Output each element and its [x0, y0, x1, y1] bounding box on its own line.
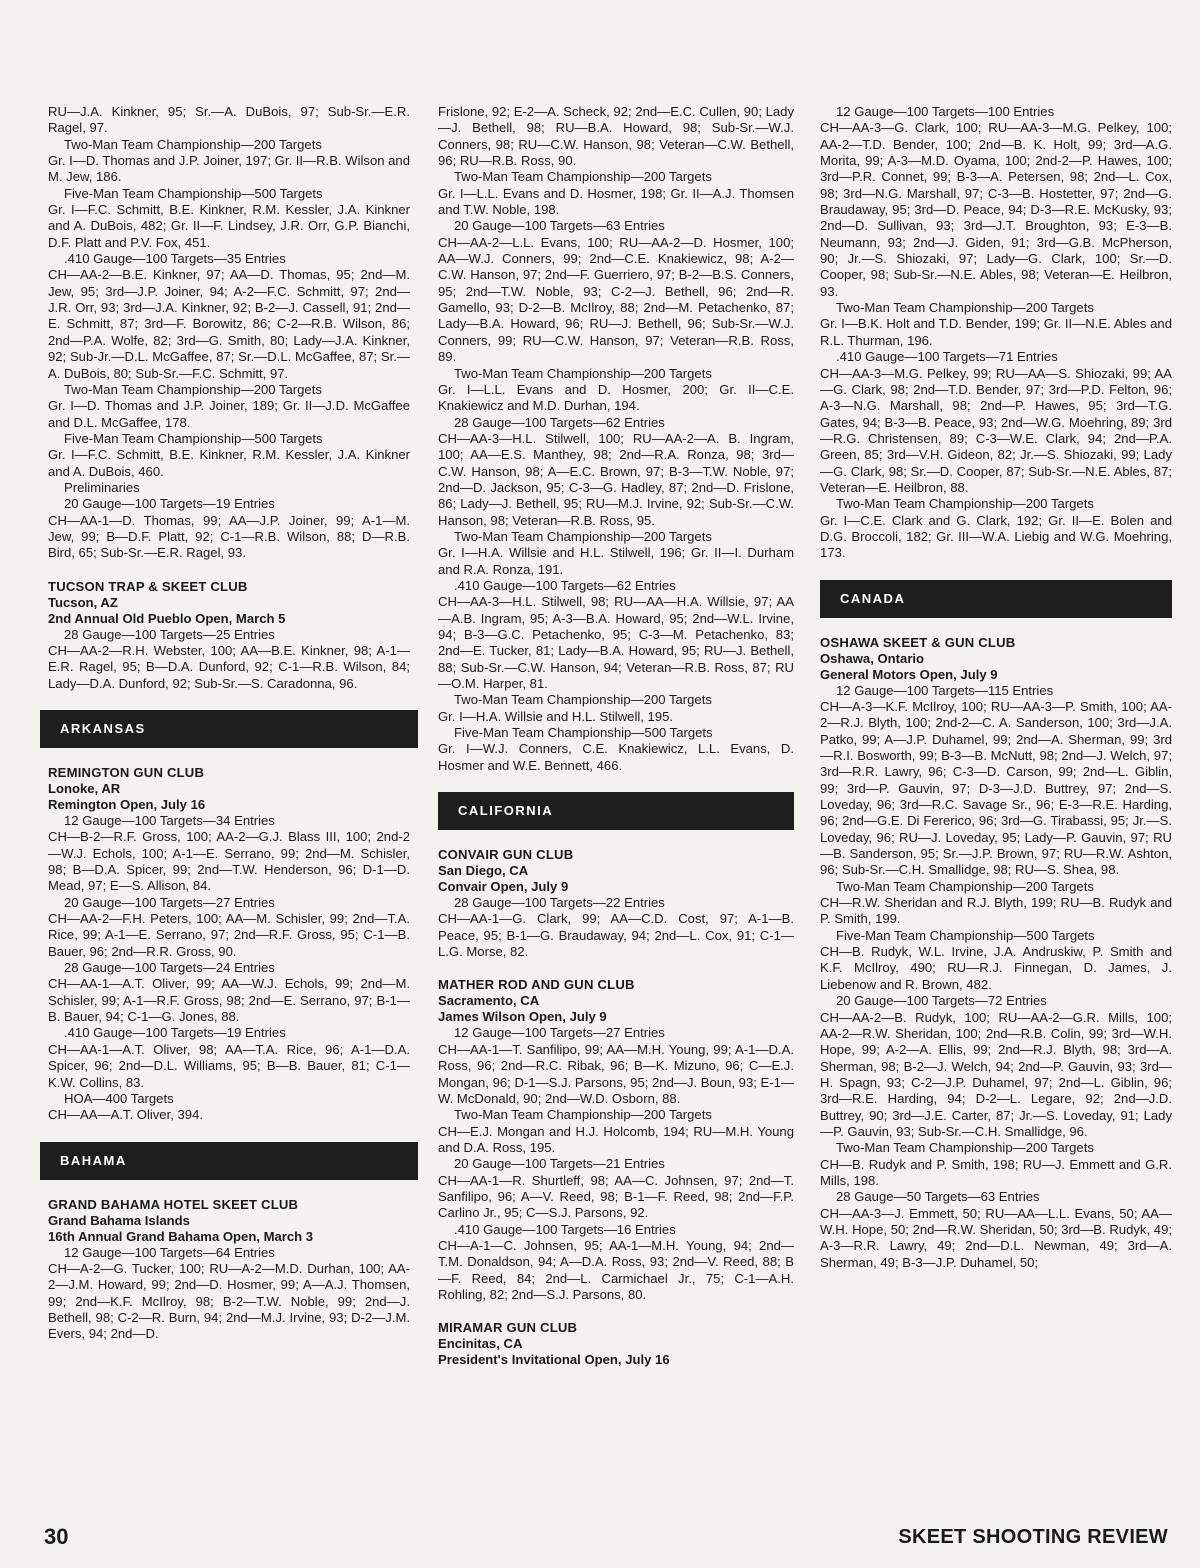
results-paragraph: RU—J.A. Kinkner, 95; Sr.—A. DuBois, 97; Sub-Sr.—E.R. Ragel, 97. [48, 104, 410, 136]
results-paragraph: CH—AA-2—B.E. Kinkner, 97; AA—D. Thomas, 95; 2nd—M. Jew, 95; 3rd—J.P. Joiner, 94; A-2—F.C. Schmitt, 97; 2nd—J.R. Orr, 93; 3rd—J.A. Kinkner, 92; B-2—J. Cassell, 91; 2nd—E. Schmitt, 87; 3rd—F. Borowitz, 86; C-2—R.B. Wilson, 86; 2nd—P.A. Wolfe, 82; 3rd—G. Smith, 80; Lady—J.A. Kinkner, 92; Sub-Jr.—D.L. McGaffee, 87; Sr.—D.L. McGaffee, 87; Sr.—A. DuBois, 80; Sub-Sr.—F.C. Schmitt, 97. [48, 267, 410, 381]
event-title: Convair Open, July 9 [438, 879, 569, 895]
results-paragraph: CH—AA-1—R. Shurtleff, 98; AA—C. Johnsen, 97; 2nd—T. Sanfilipo, 96; A—V. Reed, 98; B-1—F. Reed, 98; 2nd—F.P. Carlino Jr., 95; C—S.J. Parsons, 92. [438, 1172, 794, 1221]
event-heading: 12 Gauge—100 Targets—27 Entries [454, 1025, 665, 1041]
results-paragraph: Gr. I—F.C. Schmitt, B.E. Kinkner, R.M. Kessler, J.A. Kinkner and A. DuBois, 460. [48, 447, 410, 479]
results-paragraph: Gr. I—B.K. Holt and T.D. Bender, 199; Gr. II—N.E. Ables and R.L. Thurman, 196. [820, 316, 1172, 348]
club-name: GRAND BAHAMA HOTEL SKEET CLUB [48, 1196, 299, 1212]
event-heading: Two-Man Team Championship—200 Targets [454, 528, 712, 544]
event-title: 2nd Annual Old Pueblo Open, March 5 [48, 610, 286, 626]
club-header [48, 579, 410, 627]
event-heading: Two-Man Team Championship—200 Targets [836, 496, 1094, 512]
event-heading: 12 Gauge—100 Targets—115 Entries [836, 682, 1054, 698]
club-location: Oshawa, Ontario [820, 650, 925, 666]
state-banner: BAHAMA [40, 1142, 418, 1180]
event-heading: 28 Gauge—50 Targets—63 Entries [836, 1189, 1040, 1205]
event-heading: 20 Gauge—100 Targets—63 Entries [454, 218, 665, 234]
event-heading: Two-Man Team Championship—200 Targets [836, 878, 1094, 894]
results-paragraph: Gr. I—H.A. Willsie and H.L. Stilwell, 195. [438, 708, 674, 724]
club-location: Tucson, AZ [48, 594, 118, 610]
event-heading: Five-Man Team Championship—500 Targets [64, 185, 323, 201]
results-paragraph: Gr. I—F.C. Schmitt, B.E. Kinkner, R.M. Kessler, J.A. Kinkner and A. DuBois, 482; Gr. II—F. Lindsey, J.R. Orr, G.P. Bianchi, D.F. Platt and P.V. Fox, 451. [48, 202, 410, 250]
club-header [48, 765, 410, 813]
event-heading: Five-Man Team Championship—500 Targets [454, 725, 713, 741]
results-paragraph: Gr. I—C.E. Clark and G. Clark, 192; Gr. II—E. Bolen and D.G. Broccoli, 182; Gr. III—W.A. Liebig and W.G. Moehring, 173. [820, 512, 1172, 561]
results-paragraph: Gr. I—D. Thomas and J.P. Joiner, 197; Gr. II—R.B. Wilson and M. Jew, 186. [48, 153, 410, 185]
club-location: Grand Bahama Islands [48, 1212, 190, 1228]
event-heading: .410 Gauge—100 Targets—62 Entries [454, 577, 676, 593]
club-location: Encinitas, CA [438, 1336, 523, 1352]
club-header [438, 847, 794, 895]
column-3 [820, 104, 1172, 1271]
event-heading: 20 Gauge—100 Targets—27 Entries [64, 894, 275, 910]
results-paragraph: Frislone, 92; E-2—A. Scheck, 92; 2nd—E.C. Cullen, 90; Lady—J. Bethell, 98; RU—B.A. Howard, 98; Sub-Sr.—W.J. Conners, 98; RU—C.W. Hanson, 98; Veteran—C.W. Bethell, 96; RU—R.B. Ross, 90. [438, 104, 794, 169]
event-title: Remington Open, July 16 [48, 797, 206, 812]
event-heading: HOA—400 Targets [64, 1090, 174, 1106]
event-heading: 20 Gauge—100 Targets—72 Entries [836, 993, 1047, 1009]
event-heading: Two-Man Team Championship—200 Targets [454, 365, 712, 381]
column-1 [48, 104, 410, 1343]
event-heading: 12 Gauge—100 Targets—34 Entries [64, 813, 275, 828]
event-heading: Two-Man Team Championship—200 Targets [454, 1107, 712, 1123]
event-heading: Five-Man Team Championship—500 Targets [64, 430, 323, 446]
results-paragraph: CH—AA-2—B. Rudyk, 100; RU—AA-2—G.R. Mills, 100; AA-2—R.W. Sheridan, 100; 2nd—R.B. Colin, 99; 3rd—W.H. Hope, 99; A-2—A. Ellis, 99; 2nd—R.J. Blyth, 98; 3rd—A. Sherman, 98; B-2—J. Welch, 94; 2nd—P. Gauvin, 93; 3rd—H. Spagn, 93; C-2—J.P. Duhamel, 97; 2nd—L. Giblin, 96; 3rd—R.E. Harding, 94; D-2—L. Legare, 92; 2nd—J.D. Buttrey, 90; 3rd—J.E. Carter, 87; Jr.—S. Loveday, 91; Lady—P. Gauvin, 93; Sub-Sr.—C.H. Smallidge, 96. [820, 1009, 1172, 1139]
event-title: 16th Annual Grand Bahama Open, March 3 [48, 1228, 314, 1244]
event-heading: Two-Man Team Championship—200 Targets [836, 1140, 1094, 1156]
results-paragraph: CH—AA-1—A.T. Oliver, 99; AA—W.J. Echols, 99; 2nd—M. Schisler, 99; A-1—R.F. Gross, 98; 2nd—E. Serrano, 97; B-1—B. Bauer, 94; C-1—G. Jones, 88. [48, 976, 410, 1025]
results-paragraph: CH—B-2—R.F. Gross, 100; AA-2—G.J. Blass III, 100; 2nd-2—W.J. Echols, 100; A-1—E. Serrano, 99; 2nd—M. Schisler, 98; B—D.A. Spicer, 99; 2nd—T.W. Henderson, 96; D-1—D. Mead, 97; E—S. Allison, 84. [48, 829, 410, 894]
event-heading: .410 Gauge—100 Targets—19 Entries [64, 1025, 286, 1041]
event-heading: Two-Man Team Championship—200 Targets [454, 692, 712, 708]
event-heading: 28 Gauge—100 Targets—24 Entries [64, 960, 275, 976]
results-paragraph: CH—AA-1—A.T. Oliver, 98; AA—T.A. Rice, 96; A-1—D.A. Spicer, 96; 2nd—D.L. Williams, 95; B—B. Bauer, 81; C-1—K.W. Collins, 83. [48, 1041, 410, 1090]
event-heading: .410 Gauge—100 Targets—35 Entries [64, 251, 286, 267]
event-heading: 28 Gauge—100 Targets—62 Entries [454, 414, 665, 430]
event-title: President's Invitational Open, July 16 [438, 1352, 670, 1368]
club-name: REMINGTON GUN CLUB [48, 765, 205, 780]
results-paragraph: CH—E.J. Mongan and H.J. Holcomb, 194; RU—M.H. Young and D.A. Ross, 195. [438, 1123, 794, 1155]
results-paragraph: CH—A-3—K.F. McIlroy, 100; RU—AA-3—P. Smith, 100; AA-2—R.J. Blyth, 100; 2nd-2—C. A. Sanderson, 100; 3rd—J.A. Patko, 99; A—J.P. Duhamel, 99; 2nd—A. Sherman, 99; 3rd—R.I. Bosworth, 99; B-3—B. McNutt, 98; 2nd—J. Welch, 97; 3rd—R.R. Lawry, 96; C-3—D. Carson, 99; 2nd—L. Giblin, 99; 3rd—P. Gauvin, 97; D-3—J.D. Buttrey, 97; 2nd—S. Loveday, 96; 3rd—R.C. Savage Sr., 96; E-3—R.E. Harding, 96; 2nd—G.E. Di Fererico, 96; 3rd—G. Tirabassi, 95; Jr.—S. Loveday, 96; RU—J. Loveday, 95; Lady—P. Gauvin, 97; RU—B. Sanderson, 95; Sr.—J.P. Brown, 97; RU—R.W. Ashton, 96; Sub-Sr.—C.H. Smallidge, 98; RU—S. Shea, 98. [820, 698, 1172, 878]
club-name: CONVAIR GUN CLUB [438, 847, 574, 863]
event-heading: Two-Man Team Championship—200 Targets [454, 169, 712, 185]
event-heading: 28 Gauge—100 Targets—22 Entries [454, 895, 665, 911]
results-paragraph: CH—AA—A.T. Oliver, 394. [48, 1107, 203, 1123]
event-heading: Two-Man Team Championship—200 Targets [64, 381, 322, 397]
results-paragraph: CH—A-2—G. Tucker, 100; RU—A-2—M.D. Durhan, 100; AA-2—J.M. Howard, 99; 2nd—D. Hosmer, 99; A—A.J. Thomsen, 99; 2nd—K.F. McIlroy, 98; B-2—T.W. Noble, 99; 2nd—J. Bethell, 98; C-2—R. Burn, 94; 2nd—M.J. Irvine, 93; D-2—J.M. Evers, 94; 2nd—D. [48, 1260, 410, 1342]
event-heading: Two-Man Team Championship—200 Targets [836, 300, 1094, 316]
event-heading: .410 Gauge—100 Targets—16 Entries [454, 1221, 676, 1237]
event-title: General Motors Open, July 9 [820, 666, 998, 682]
results-paragraph: CH—AA-2—F.H. Peters, 100; AA—M. Schisler, 99; 2nd—T.A. Rice, 99; A-1—E. Serrano, 97; 2nd—R.F. Gross, 95; C-1—B. Bauer, 96; 2nd—R.R. Gross, 90. [48, 911, 410, 959]
event-heading: .410 Gauge—100 Targets—71 Entries [836, 349, 1058, 365]
state-banner: CANADA [820, 580, 1172, 618]
results-paragraph: Gr. I—L.L. Evans and D. Hosmer, 198; Gr. II—A.J. Thomsen and T.W. Noble, 198. [438, 185, 794, 218]
event-heading: Two-Man Team Championship—200 Targets [64, 136, 322, 152]
column-2 [438, 104, 794, 1368]
results-paragraph: Gr. I—W.J. Conners, C.E. Knakiewicz, L.L. Evans, D. Hosmer and W.E. Bennett, 466. [438, 741, 794, 773]
event-heading: Five-Man Team Championship—500 Targets [836, 927, 1095, 943]
results-paragraph: CH—AA-3—J. Emmett, 50; RU—AA—L.L. Evans, 50; AA—W.H. Hope, 50; 2nd—R.W. Sheridan, 50; 3rd—B. Rudyk, 49; A-3—R.R. Lawry, 49; 2nd—D.L. Newman, 49; 3rd—A. Sherman, 49; B-3—J.P. Duhamel, 50; [820, 1205, 1172, 1270]
results-paragraph: CH—AA-3—H.L. Stilwell, 100; RU—AA-2—A. B. Ingram, 100; AA—E.S. Manthey, 98; 2nd—R.A. Ronza, 98; 3rd—C.W. Hanson, 98; A—E.C. Brown, 97; B-3—T.W. Noble, 97; 2nd—D. Jackson, 95; C-3—G. Hadley, 87; 2nd—D. Frislone, 86; Lady—J. Bethell, 95; RU—M.J. Irvine, 92; Sub-Sr.—C.W. Hanson, 98; Veteran—R.B. Ross, 95. [438, 430, 794, 528]
club-name: MATHER ROD AND GUN CLUB [438, 977, 635, 993]
club-name: TUCSON TRAP & SKEET CLUB [48, 578, 248, 594]
results-paragraph: CH—AA-1—T. Sanfilipo, 99; AA—M.H. Young, 99; A-1—D.A. Ross, 96; 2nd—R.C. Ribak, 96; B—K. Mizuno, 96; C—E.J. Mongan, 96; D-1—S.J. Parsons, 95; 2nd—J. Boun, 93; E-1—W. McDonald, 90; 2nd—W.D. Osborn, 88. [438, 1041, 794, 1106]
results-paragraph: CH—AA-3—G. Clark, 100; RU—AA-3—M.G. Pelkey, 100; AA-2—T.D. Bender, 100; 2nd—B. K. Holt, 99; 3rd—A.G. Morita, 99; A-3—M.D. Oyama, 100; 2nd-2—P. Hawes, 100; 3rd—P.R. Connet, 99; B-3—A. Petersen, 98; 2nd—L. Cox, 98; 3rd—N.G. Marshall, 97; C-3—B. Hostetter, 97; 2nd—G. Braudaway, 95; 3rd—D. Peace, 94; D-3—R.E. McKusky, 93; 2nd—D. Sullivan, 93; 3rd—J.T. Broughton, 93; E-3—B. Neumann, 93; 2nd—J. Giden, 91; 3rd—G.B. McPherson, 90; Jr.—S. Shiozaki, 97; Lady—G. Clark, 100; Sr.—D. Cooper, 98; Sub-Sr.—N.E. Ables, 98; Veteran—E. Heilbron, 93. [820, 120, 1172, 299]
results-paragraph: CH—AA-2—R.H. Webster, 100; AA—B.E. Kinkner, 98; A-1—E.R. Ragel, 95; B—D.A. Dunford, 92; C-1—R.B. Wilson, 84; Lady—D.A. Dunford, 92; Sub-Sr.—S. Caradonna, 96. [48, 642, 410, 691]
event-heading: 20 Gauge—100 Targets—19 Entries [64, 496, 275, 512]
event-heading: 12 Gauge—100 Targets—64 Entries [64, 1244, 275, 1260]
club-header [438, 977, 794, 1025]
results-paragraph: Gr. I—D. Thomas and J.P. Joiner, 189; Gr. II—J.D. McGaffee and D.L. McGaffee, 178. [48, 398, 410, 430]
page-number: 30 [44, 1524, 69, 1549]
results-paragraph: CH—AA-1—G. Clark, 99; AA—C.D. Cost, 97; A-1—B. Peace, 95; B-1—G. Braudaway, 94; 2nd—L. Cox, 91; C-1—L.G. Morse, 82. [438, 911, 794, 960]
event-heading: 12 Gauge—100 Targets—100 Entries [836, 104, 1055, 119]
state-banner: CALIFORNIA [438, 792, 794, 830]
results-paragraph: CH—B. Rudyk, W.L. Irvine, J.A. Andruskiw, P. Smith and K.F. McIlroy, 490; RU—R.J. Finnegan, D. James, J. Liebenow and R. Brown, 482. [820, 944, 1172, 992]
results-paragraph: CH—A-1—C. Johnsen, 95; AA-1—M.H. Young, 94; 2nd—T.M. Donaldson, 94; A—D.A. Ross, 93; 2nd—V. Reed, 88; B—F. Reed, 84; 2nd—L. Carmichael Jr., 75; C-1—A.H. Rohling, 82; 2nd—S.J. Parsons, 80. [438, 1237, 794, 1302]
results-paragraph: CH—AA-3—M.G. Pelkey, 99; RU—AA—S. Shiozaki, 99; AA—G. Clark, 98; 2nd—T.D. Bender, 97; 3rd—P.D. Felton, 96; A-3—N.G. Marshall, 98; 2nd—P. Hawes, 95; 3rd—T.G. Gates, 94; B-3—B. Peace, 93; 2nd—W.G. Moehring, 89; 3rd—R.G. Christensen, 89; C-3—W.E. Clark, 94; 2nd—P.A. Green, 85; 3rd—V.H. Gideon, 82; Jr.—S. Shiozaki, 99; Lady—G. Clark, 98; Sr.—D. Cooper, 87; Sub-Sr.—N.E. Ables, 87; Veteran—E. Heilbron, 88. [820, 365, 1172, 495]
results-paragraph: CH—AA-3—H.L. Stilwell, 98; RU—AA—H.A. Willsie, 97; AA—A.B. Ingram, 95; A-3—B.A. Howard, 95; 2nd—W.L. Irvine, 94; B-3—G.C. Petachenko, 95; C-3—M. Petachenko, 83; 2nd—E. Tucker, 81; Lady—B.A. Howard, 95; RU—J. Bethell, 88; Sub-Sr.—C.W. Hanson, 94; Veteran—R.B. Ross, 87; RU—O.M. Harper, 81. [438, 594, 794, 692]
club-header [438, 1320, 794, 1368]
state-banner: ARKANSAS [40, 710, 418, 748]
results-paragraph: CH—B. Rudyk and P. Smith, 198; RU—J. Emmett and G.R. Mills, 198. [820, 1156, 1172, 1188]
club-location: Sacramento, CA [438, 993, 540, 1009]
results-paragraph: Gr. I—L.L. Evans and D. Hosmer, 200; Gr. II—C.E. Knakiewicz and M.D. Durhan, 194. [438, 381, 794, 414]
event-heading: 28 Gauge—100 Targets—25 Entries [64, 626, 275, 642]
club-location: Lonoke, AR [48, 781, 121, 796]
results-paragraph: CH—AA-1—D. Thomas, 99; AA—J.P. Joiner, 99; A-1—M. Jew, 99; B—D.F. Platt, 92; C-1—R.B. Wilson, 88; D—R.B. Bird, 65; Sub-Sr.—E.R. Ragel, 93. [48, 512, 410, 561]
club-location: San Diego, CA [438, 863, 529, 879]
event-title: James Wilson Open, July 9 [438, 1009, 607, 1025]
club-header [48, 1197, 410, 1245]
club-header [820, 635, 1172, 683]
results-paragraph: CH—AA-2—L.L. Evans, 100; RU—AA-2—D. Hosmer, 100; AA—W.J. Conners, 99; 2nd—C.E. Knakiewicz, 98; A-2—C.W. Hanson, 97; 2nd—F. Guerriero, 97; B-2—B.S. Conners, 95; 2nd—T.W. Noble, 93; C-2—J. Bethell, 96; 2nd—R. Gamello, 93; D-2—B. McIlroy, 88; 2nd—M. Petachenko, 87; Lady—B.A. Howard, 96; RU—J. Bethell, 96; Sub-Sr.—W.J. Conners, 99; RU—C.W. Hanson, 97; Veteran—R.B. Ross, 89. [438, 234, 794, 365]
publication-title: SKEET SHOOTING REVIEW [898, 1526, 1168, 1548]
event-heading: 20 Gauge—100 Targets—21 Entries [454, 1156, 665, 1172]
results-paragraph: CH—R.W. Sheridan and R.J. Blyth, 199; RU—B. Rudyk and P. Smith, 199. [820, 895, 1172, 927]
section-subheading: Preliminaries [64, 479, 140, 495]
results-paragraph: Gr. I—H.A. Willsie and H.L. Stilwell, 196; Gr. II—I. Durham and R.A. Ronza, 191. [438, 545, 794, 577]
club-name: OSHAWA SKEET & GUN CLUB [820, 634, 1016, 650]
club-name: MIRAMAR GUN CLUB [438, 1320, 578, 1336]
